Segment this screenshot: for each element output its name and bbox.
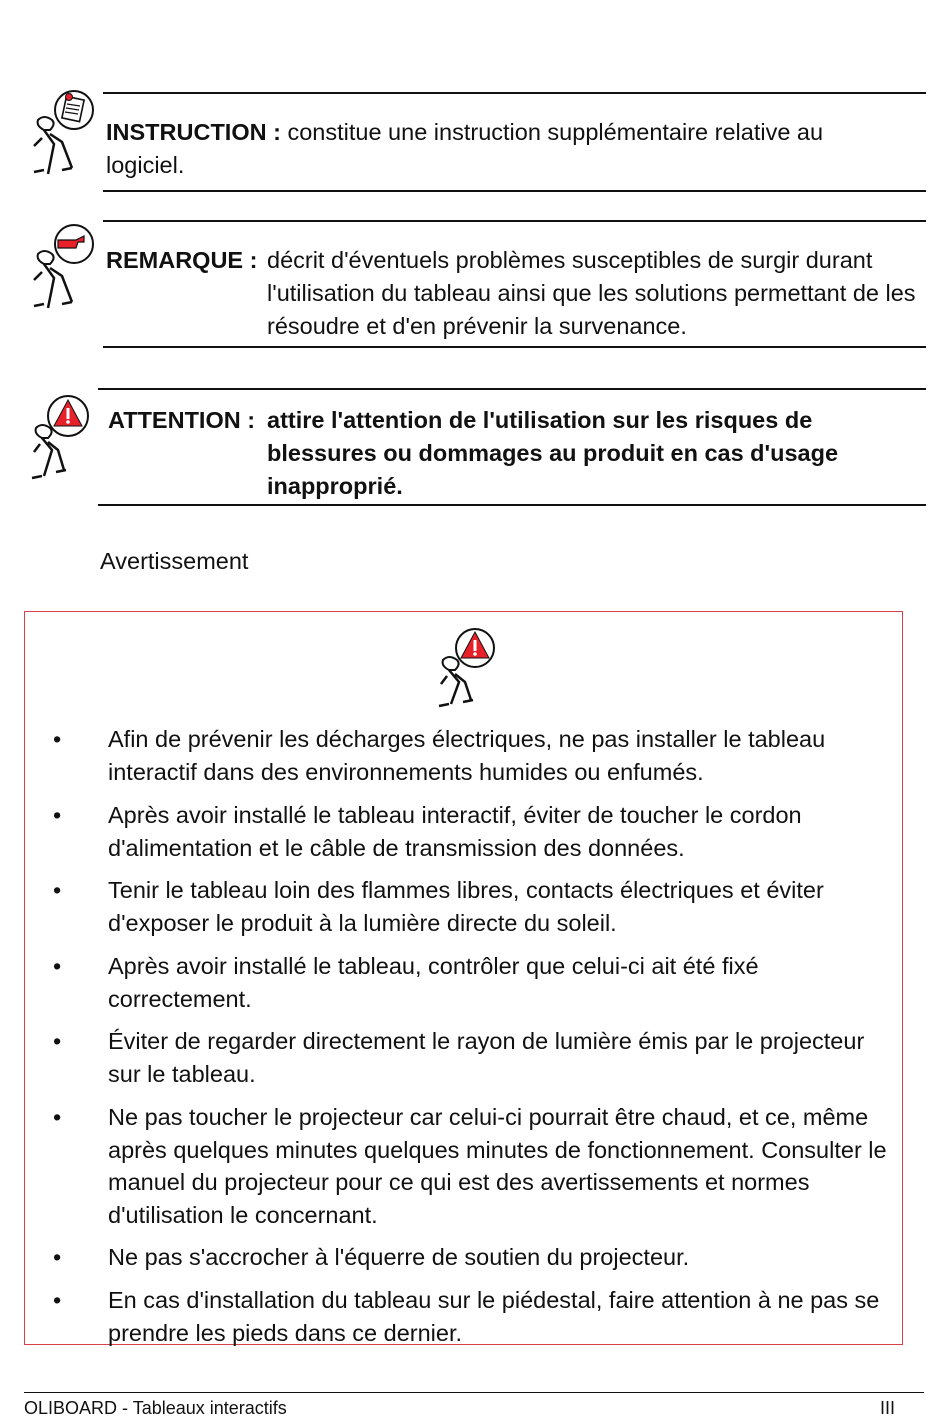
footer-rule (24, 1392, 924, 1393)
remarque-figure-icon (28, 222, 96, 314)
attention-text: attire l'attention de l'utilisation sur les risques de blessures ou dommages au produit en cas d'usage inapproprié. (267, 407, 839, 499)
attention-figure-icon (28, 392, 96, 484)
instruction-bottom-rule (103, 190, 926, 192)
instruction-figure-icon (28, 88, 96, 180)
bullet-marker: • (53, 1028, 62, 1054)
list-item (53, 723, 893, 788)
remarque-label: REMARQUE : (106, 247, 258, 273)
footer-title: OLIBOARD - Tableaux interactifs (24, 1398, 287, 1418)
attention-bottom-rule (98, 504, 926, 506)
list-item (53, 1284, 893, 1349)
list-item-text: En cas d'installation du tableau sur le piédestal, faire attention à ne pas se prendre les pieds dans ce dernier. (108, 1287, 880, 1346)
list-item (53, 1025, 893, 1090)
list-item-text: Tenir le tableau loin des flammes libres, contacts électriques et éviter d'exposer le produit à la lumière directe du soleil. (108, 877, 824, 936)
bullet-marker: • (53, 1104, 62, 1130)
attention-top-rule (98, 388, 926, 390)
bullet-marker: • (53, 1244, 62, 1270)
instruction-label: INSTRUCTION : (106, 119, 281, 145)
list-item-text: Ne pas s'accrocher à l'équerre de soutien du projecteur. (108, 1244, 690, 1270)
list-item-text: Ne pas toucher le projecteur car celui-ci pourrait être chaud, et ce, même après quelques minutes quelques minutes de fonctionnement. Consulter le manuel du projecteur pour ce qui est des avertissements et normes d'utilisation le concernant. (108, 1104, 887, 1228)
list-item-text: Éviter de regarder directement le rayon de lumière émis par le projecteur sur le tableau. (108, 1028, 865, 1087)
list-item-text: Après avoir installé le tableau, contrôler que celui-ci ait été fixé correctement. (108, 953, 759, 1012)
list-item (53, 874, 893, 939)
list-item-text: Après avoir installé le tableau interactif, éviter de toucher le cordon d'alimentation et le câble de transmission des données. (108, 802, 802, 861)
warning-list (25, 612, 902, 1344)
section-caption: Avertissement (100, 548, 249, 574)
remarque-bottom-rule (103, 346, 926, 348)
list-item (53, 1241, 893, 1274)
list-item-text: Afin de prévenir les décharges électriques, ne pas installer le tableau interactif dans des environnements humides ou enfumés. (108, 726, 826, 785)
warning-box (24, 611, 903, 1345)
instruction-top-rule (103, 92, 926, 94)
bullet-marker: • (53, 726, 62, 752)
list-item (53, 799, 893, 864)
list-item (53, 950, 893, 1015)
list-item (53, 1101, 893, 1231)
bullet-marker: • (53, 877, 62, 903)
bullet-marker: • (53, 1287, 62, 1313)
remarque-text: décrit d'éventuels problèmes susceptibles de surgir durant l'utilisation du tableau ainsi que les solutions permettant de les résoudre et d'en prévenir la survenance. (267, 247, 916, 339)
instruction-text: constitue une instruction supplémentaire relative au logiciel. (106, 119, 824, 178)
bullet-marker: • (53, 953, 62, 979)
remarque-top-rule (103, 220, 926, 222)
page-number: III (880, 1398, 896, 1418)
attention-label: ATTENTION : (108, 407, 256, 433)
bullet-marker: • (53, 802, 62, 828)
instruction-notice (106, 116, 896, 182)
